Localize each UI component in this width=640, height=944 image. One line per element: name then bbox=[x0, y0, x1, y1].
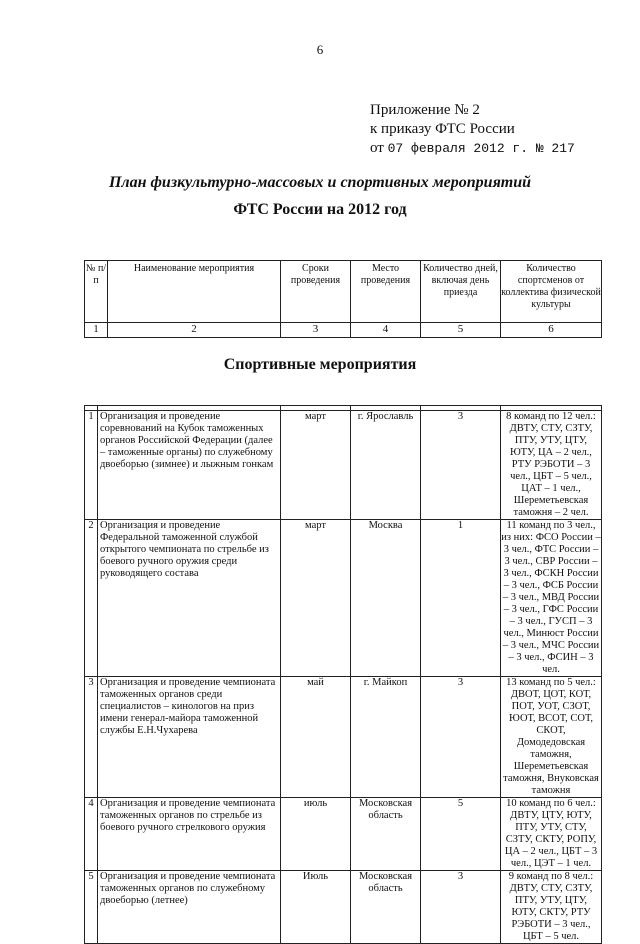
row-number: 5 bbox=[85, 871, 98, 944]
appendix-line-3 bbox=[370, 139, 575, 158]
header-table bbox=[84, 260, 602, 338]
header-num-5: 5 bbox=[421, 323, 501, 338]
page-number: 6 bbox=[316, 42, 324, 57]
row-days: 3 bbox=[421, 677, 501, 798]
row-term: май bbox=[281, 677, 351, 798]
row-days: 3 bbox=[421, 871, 501, 944]
header-num-2: 2 bbox=[108, 323, 281, 338]
row-place: Москва bbox=[351, 520, 421, 677]
plan-title: План физкультурно-массовых и спортивных мероприятий bbox=[108, 174, 532, 191]
row-place: Московская область bbox=[351, 871, 421, 944]
row-term: июль bbox=[281, 798, 351, 871]
row-event-name: Организация и проведение чемпионата таможенных органов среди специалистов – кинологов на приз имени генерал-майора таможенной службы Е.Н.Чухарева bbox=[98, 677, 281, 798]
row-teams: 9 команд по 8 чел.: ДВТУ, СТУ, СЗТУ, ПТУ, УТУ, ЦТУ, ЮТУ, СКТУ, РТУ РЭБОТИ – 3 чел., ЦБТ – 5 чел. bbox=[501, 871, 602, 944]
row-number: 3 bbox=[85, 677, 98, 798]
table-row bbox=[85, 677, 602, 798]
header-col-place: Место проведения bbox=[351, 261, 421, 323]
appendix-block bbox=[370, 101, 575, 158]
row-term: март bbox=[281, 520, 351, 677]
row-event-name: Организация и проведение чемпионата таможенных органов по служебному двоеборью (летнее) bbox=[98, 871, 281, 944]
appendix-line-2: к приказу ФТС России bbox=[370, 121, 515, 137]
row-event-name: Организация и проведение Федеральной таможенной службой открытого чемпионата по стрельбе из боевого ручного оружия среди руководящего состава bbox=[98, 520, 281, 677]
row-teams: 8 команд по 12 чел.: ДВТУ, СТУ, СЗТУ, ПТУ, УТУ, ЦТУ, ЮТУ, ЦА – 2 чел., РТУ РЭБОТИ – 3 чел., ЦБТ – 5 чел., ЦАТ – 1 чел., Шереметьевская таможня – 2 чел. bbox=[501, 411, 602, 520]
plan-subtitle: ФТС России на 2012 год bbox=[233, 201, 407, 218]
row-term: Июль bbox=[281, 871, 351, 944]
header-col-teams: Количество спортсменов от коллектива физической культуры bbox=[501, 261, 602, 323]
header-col-days: Количество дней, включая день приезда bbox=[421, 261, 501, 323]
header-col-number: № п/п bbox=[85, 261, 108, 323]
events-table bbox=[84, 405, 602, 944]
row-event-name: Организация и проведение чемпионата таможенных органов по стрельбе из боевого ручного стрелкового оружия bbox=[98, 798, 281, 871]
row-number: 1 bbox=[85, 411, 98, 520]
table-row bbox=[85, 411, 602, 520]
row-number: 2 bbox=[85, 520, 98, 677]
header-num-1: 1 bbox=[85, 323, 108, 338]
row-place: г. Майкоп bbox=[351, 677, 421, 798]
table-row bbox=[85, 798, 602, 871]
row-event-name: Организация и проведение соревнований на Кубок таможенных органов Российской Федерации (далее – таможенные органы) по служебному двоеборью (зимнее) и лыжным гонкам bbox=[98, 411, 281, 520]
table-row bbox=[85, 520, 602, 677]
row-place: г. Ярославль bbox=[351, 411, 421, 520]
row-place: Московская область bbox=[351, 798, 421, 871]
row-days: 5 bbox=[421, 798, 501, 871]
table-row bbox=[85, 871, 602, 944]
row-term: март bbox=[281, 411, 351, 520]
appendix-date-prefix: от bbox=[370, 140, 384, 156]
header-col-name: Наименование мероприятия bbox=[108, 261, 281, 323]
row-number: 4 bbox=[85, 798, 98, 871]
header-num-6: 6 bbox=[501, 323, 602, 338]
row-days: 3 bbox=[421, 411, 501, 520]
row-days: 1 bbox=[421, 520, 501, 677]
header-num-3: 3 bbox=[281, 323, 351, 338]
header-col-term: Сроки проведения bbox=[281, 261, 351, 323]
row-teams: 13 команд по 5 чел.: ДВОТ, ЦОТ, КОТ, ПОТ, УОТ, СЗОТ, ЮОТ, ВСОТ, СОТ, СКОТ, Домодедовская таможня, Шереметьевская таможня, Внуковская таможня bbox=[501, 677, 602, 798]
row-teams: 11 команд по 3 чел., из них: ФСО России – 3 чел., ФТС России – 3 чел., СВР России – 3 чел., ФСКН России – 3 чел., ФСБ России – 3 чел., МВД России – 3 чел., ГФС России – 3 чел., ГУСП – 3 чел., Минюст России – 3 чел., МЧС России – 3 чел., ФСИН – 3 чел. bbox=[501, 520, 601, 675]
section-title: Спортивные мероприятия bbox=[223, 356, 417, 373]
appendix-date-value: 07 февраля 2012 г. № 217 bbox=[387, 141, 575, 156]
row-teams: 10 команд по 6 чел.: ДВТУ, ЦТУ, ЮТУ, ПТУ, УТУ, СТУ, СЗТУ, СКТУ, РОПУ, ЦА – 2 чел., ЦБТ – 3 чел., ЦЭТ – 1 чел. bbox=[501, 798, 602, 871]
appendix-line-1: Приложение № 2 bbox=[370, 102, 480, 118]
header-num-4: 4 bbox=[351, 323, 421, 338]
